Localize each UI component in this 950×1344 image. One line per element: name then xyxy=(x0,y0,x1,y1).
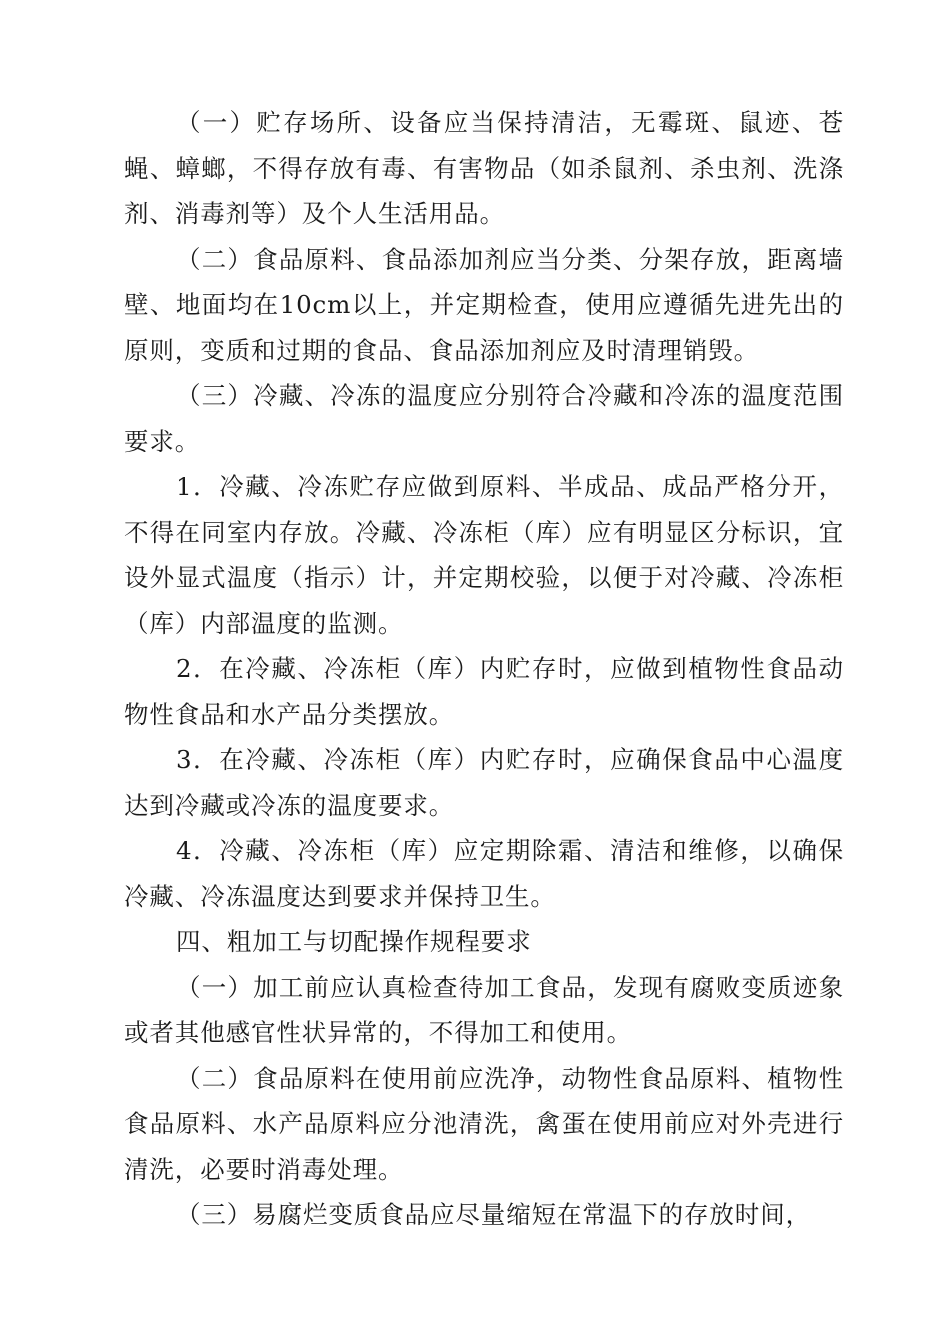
paragraph-storage-shelving: （二）食品原料、食品添加剂应当分类、分架存放，距离墙壁、地面均在10cm以上，并定期检查，使用应遵循先进先出的原则，变质和过期的食品、食品添加剂应及时清理销毁。 xyxy=(124,244,844,365)
paragraph-storage-clean: （一）贮存场所、设备应当保持清洁，无霉斑、鼠迹、苍蝇、蟑螂，不得存放有毒、有害物品（如杀鼠剂、杀虫剂、洗涤剂、消毒剂等）及个人生活用品。 xyxy=(124,108,844,228)
section-heading-processing: 四、粗加工与切配操作规程要求 xyxy=(176,927,532,956)
document-body xyxy=(124,100,844,1238)
paragraph-processing-inspection: （一）加工前应认真检查待加工食品，发现有腐败变质迹象或者其他感官性状异常的，不得加工和使用。 xyxy=(124,972,844,1047)
paragraph-item-1: 1．冷藏、冷冻贮存应做到原料、半成品、成品严格分开，不得在同室内存放。冷藏、冷冻柜（库）应有明显区分标识，宜设外显式温度（指示）计，并定期校验，以便于对冷藏、冷冻柜（库）内部温度的监测。 xyxy=(124,472,844,638)
paragraph-item-3: 3．在冷藏、冷冻柜（库）内贮存时，应确保食品中心温度达到冷藏或冷冻的温度要求。 xyxy=(124,745,844,820)
paragraph-processing-perishable: （三）易腐烂变质食品应尽量缩短在常温下的存放时间， xyxy=(176,1200,811,1229)
paragraph-temperature-range: （三）冷藏、冷冻的温度应分别符合冷藏和冷冻的温度范围要求。 xyxy=(124,381,844,456)
paragraph-item-4: 4．冷藏、冷冻柜（库）应定期除霜、清洁和维修，以确保冷藏、冷冻温度达到要求并保持卫生。 xyxy=(124,836,844,911)
paragraph-item-2: 2．在冷藏、冷冻柜（库）内贮存时，应做到植物性食品动物性食品和水产品分类摆放。 xyxy=(124,654,844,729)
paragraph-processing-washing: （二）食品原料在使用前应洗净，动物性食品原料、植物性食品原料、水产品原料应分池清洗，禽蛋在使用前应对外壳进行清洗，必要时消毒处理。 xyxy=(124,1063,844,1184)
